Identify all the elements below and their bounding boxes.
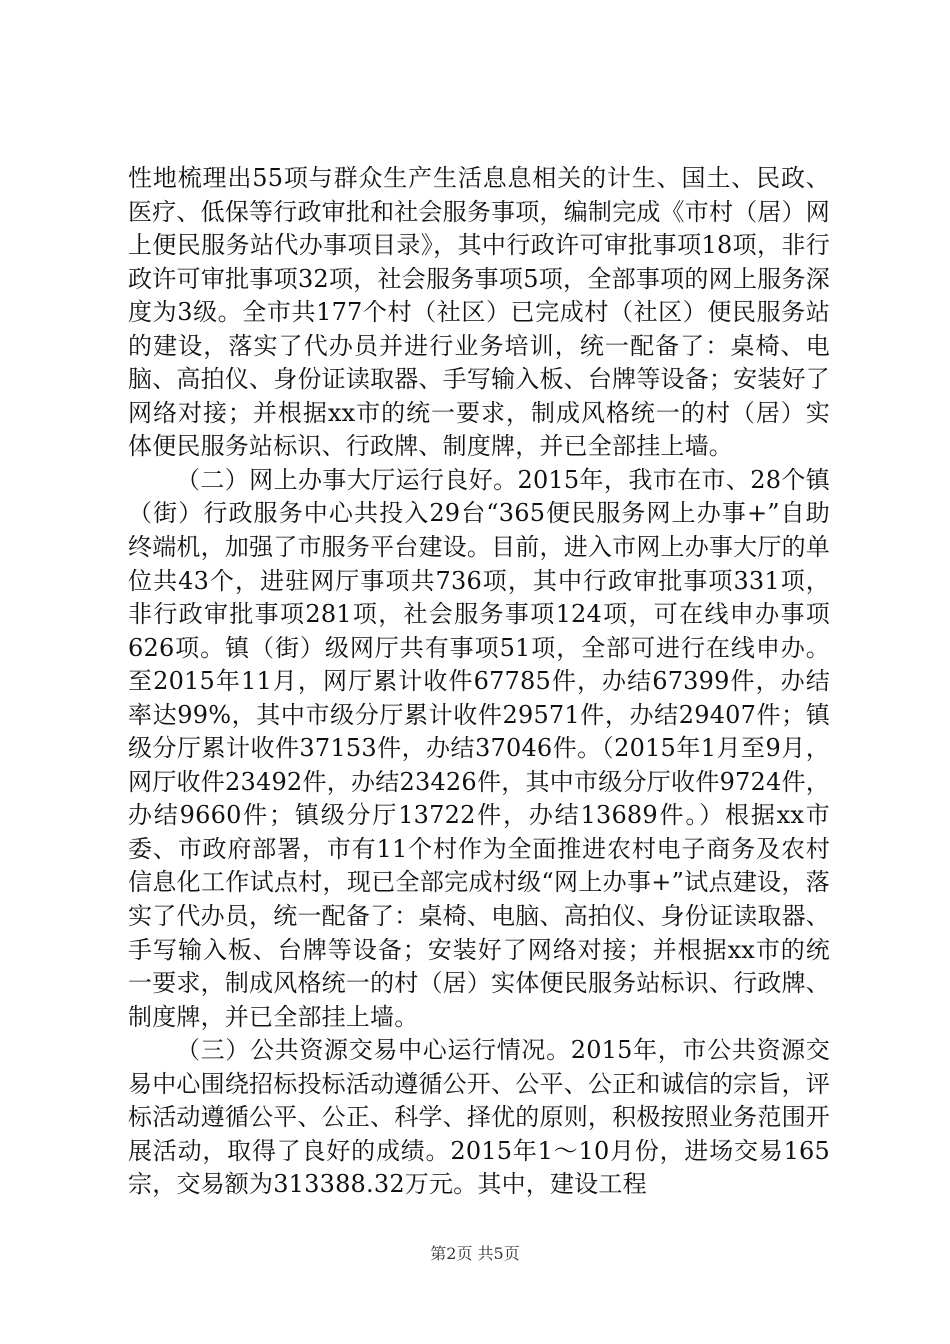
paragraph-public-resource: （三）公共资源交易中心运行情况。2015年，市公共资源交易中心围绕招标投标活动遵循公开、公平、公正和诚信的宗旨，评标活动遵循公平、公正、科学、择优的原则，积极按照业务范围开展活动，取得了良好的成绩。2015年1～10月份，进场交易165宗，交易额为313388.32万元。其中，建设工程 — [128, 1036, 830, 1199]
page-footer: 第2页 共5页 — [430, 1244, 520, 1263]
paragraph-online-hall: （二）网上办事大厅运行良好。2015年，我市在市、28个镇（街）行政服务中心共投入29台“365便民服务网上办事+”自助终端机，加强了市服务平台建设。目前，进入市网上办事大厅的单位共43个，进驻网厅事项共736项，其中行政审批事项331项，非行政审批事项281项，社会服务事项124项，可在线申办事项626项。镇（街）级网厅共有事项51项，全部可进行在线申办。至2015年11月，网厅累计收件67785件，办结67399件，办结率达99%，其中市级分厅累计收件29571件，办结29407件；镇级分厅累计收件37153件，办结37046件。（2015年1月至9月，网厅收件23492件，办结23426件，其中市级分厅收件9724件，办结9660件；镇级分厅13722件，办结13689件。）根据xx市委、市政府部署，市有11个村作为全面推进农村电子商务及农村信息化工作试点村，现已全部完成村级“网上办事+”试点建设，落实了代办员，统一配备了：桌椅、电脑、高拍仪、身份证读取器、手写输入板、台牌等设备；安装好了网络对接；并根据xx市的统一要求，制成风格统一的村（居）实体便民服务站标识、行政牌、制度牌，并已全部挂上墙。 — [128, 465, 830, 1031]
document-body — [128, 162, 830, 1202]
paragraph-continuation: 性地梳理出55项与群众生产生活息息相关的计生、国土、民政、医疗、低保等行政审批和社会服务事项，编制完成《市村（居）网上便民服务站代办事项目录》，其中行政许可审批事项18项，非行政许可审批事项32项，社会服务事项5项，全部事项的网上服务深度为3级。全市共177个村（社区）已完成村（社区）便民服务站的建设，落实了代办员并进行业务培训，统一配备了：桌椅、电脑、高拍仪、身份证读取器、手写输入板、台牌等设备；安装好了网络对接；并根据xx市的统一要求，制成风格统一的村（居）实体便民服务站标识、行政牌、制度牌，并已全部挂上墙。 — [128, 164, 830, 461]
